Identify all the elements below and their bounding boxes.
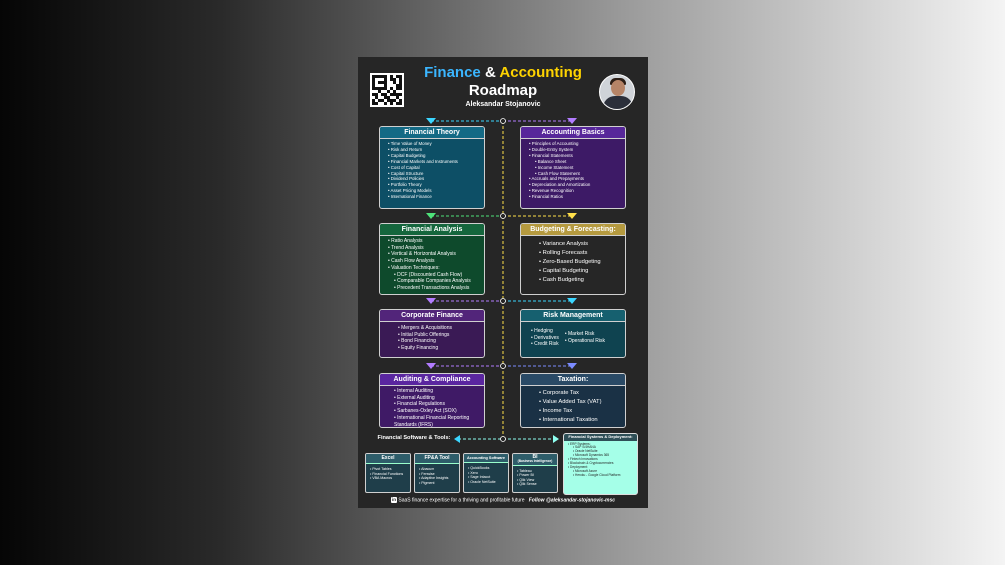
tool-item: • Qlik View [517,478,557,483]
node-4 [501,364,506,369]
tool-item: • Pigment [419,481,459,486]
box-financial-analysis[interactable] [379,223,485,295]
tool-accounting-software[interactable] [463,453,509,493]
box-financial-systems-deployment[interactable] [563,433,638,495]
title-finance: Finance [424,64,481,81]
taxation-item: • Income Tax [539,407,625,416]
tool-item: • Abacum [419,467,459,472]
deployment-subitem: • Microsoft Azure [568,470,637,474]
taxation-item: • International Taxation [539,416,625,425]
risk-item: • Derivatives [531,335,559,342]
accounting-basics-item: • Financial Ratios [529,194,625,200]
accounting-basics-item: • Financial Statements [529,153,625,159]
heading-budgeting-forecasting: Budgeting & Forecasting: [521,224,625,236]
tool-item-list [513,466,557,487]
deployment-subitem: • Heroku - Google Cloud Platform [568,474,637,478]
financial-analysis-item: • Valuation Techniques: [388,265,484,272]
tool-item: • Oracle NetSuite [468,480,508,485]
corporate-finance-item-list [380,322,484,352]
tool-item: • Power BI [517,473,557,478]
tool-item: • Financial Functions [370,472,410,477]
tool-item-list [415,464,459,485]
footer-follow-link[interactable]: Follow @aleksandar-stojanovic-msc [528,497,616,504]
risk-item: • Market Risk [565,331,605,338]
tool-item: • Fenwise [419,472,459,477]
tool-item-list [366,464,410,481]
accounting-basics-item: • Principles of Accounting [529,141,625,147]
budgeting-item: • Variance Analysis [539,240,625,249]
tool-bi-name: BI [532,454,538,460]
financial-analysis-item: • Ratio Analysis [388,238,484,245]
financial-theory-item: • Dividend Policies [388,176,484,182]
heading-risk-management: Risk Management [521,310,625,322]
tool-item: • Sage Intacct [468,475,508,480]
author-name: Aleksandar Stojanovic [465,101,541,108]
financial-analysis-item: • Cash Flow Analysis [388,258,484,265]
financial-analysis-subitem: • DCF (Discounted Cash Flow) [388,272,484,279]
software-tools-heading: Financial Software & Tools: [377,435,451,441]
box-corporate-finance[interactable] [379,309,485,358]
tool-bi-title [513,454,557,466]
financial-theory-item: • Time Value of Money [388,141,484,147]
tool-bi[interactable] [512,453,558,493]
box-budgeting-forecasting[interactable] [520,223,626,295]
arrow-software [454,435,460,443]
accounting-basics-item: • Accruals and Prepayments [529,176,625,182]
budgeting-item-list [521,236,625,285]
poster-footer [358,497,648,503]
auditing-item-list [380,386,484,428]
box-accounting-basics[interactable] [520,126,626,209]
financial-theory-item: • Financial Markets and Instruments [388,159,484,165]
financial-theory-item: • Capital Budgeting [388,153,484,159]
financial-theory-item: • Asset Pricing Models [388,188,484,194]
tool-item: • Pivot Tables [370,467,410,472]
deployment-item: • Fintech Innovations [568,458,637,462]
financial-analysis-item: • Vertical & Horizontal Analysis [388,251,484,258]
financial-theory-item: • Risk and Return [388,147,484,153]
footer-tagline: SaaS finance expertise for a thriving and profitable future [398,497,525,504]
tool-item: • QuickBooks [468,466,508,471]
accounting-basics-item: • Double-Entry System [529,147,625,153]
title-ampersand: & [484,64,496,81]
roadmap-poster [358,57,648,508]
arrow-deployment [553,435,559,443]
accounting-basics-item: • Revenue Recognition [529,188,625,194]
taxation-item: • Value Added Tax (VAT) [539,398,625,407]
financial-theory-item: • Cost of Capital [388,165,484,171]
box-financial-theory[interactable] [379,126,485,209]
risk-item: • Credit Risk [531,341,559,348]
box-auditing-compliance[interactable] [379,373,485,428]
node-1 [501,119,506,124]
accounting-basics-subitem: • Balance Sheet [529,159,625,165]
tool-excel[interactable] [365,453,411,493]
financial-theory-item-list [380,139,484,200]
tool-item: • Qlik Sense [517,482,557,487]
node-5 [501,437,506,442]
node-3 [501,299,506,304]
auditing-item: • Financial Regulations [394,401,480,408]
taxation-item: • Corporate Tax [539,389,625,398]
deployment-item: • Deployment: [568,466,637,470]
roadmap-subtitle: Roadmap [468,82,538,99]
auditing-item: • International Financial Reporting Standards (IFRS) [394,415,480,428]
financial-theory-item: • International Finance [388,194,484,200]
auditing-item: • External Auditing [394,395,480,402]
taxation-item-list [521,386,625,425]
accounting-basics-item: • Depreciation and Amortization [529,182,625,188]
tool-excel-title: Excel [366,454,410,464]
deployment-item: • Blockchain & Cryptocurrencies [568,462,637,466]
financial-analysis-item: • Trend Analysis [388,245,484,252]
node-2 [501,214,506,219]
budgeting-item: • Capital Budgeting [539,267,625,276]
arrow-corporate-finance [426,298,436,304]
arrow-financial-analysis [426,213,436,219]
tool-item-list [464,463,508,484]
deployment-subitem: • SAP S/4HANA [568,446,637,450]
heading-deployment: Financial Systems & Deployment: [564,434,637,441]
tool-item: • Xero [468,471,508,476]
risk-item: • Hedging [531,328,559,335]
heading-financial-theory: Financial Theory [380,127,484,139]
heading-financial-analysis: Financial Analysis [380,224,484,236]
tool-fpa-title: FP&A Tool [415,454,459,464]
heading-corporate-finance: Corporate Finance [380,310,484,322]
budgeting-item: • Rolling Forecasts [539,249,625,258]
deployment-subitem: • Microsoft Dynamics 365 [568,454,637,458]
financial-analysis-subitem: • Precedent Transactions Analysis [388,285,484,292]
corporate-finance-item: • Equity Financing [398,345,484,352]
heading-accounting-basics: Accounting Basics [521,127,625,139]
accounting-basics-subitem: • Cash Flow Statement [529,171,625,177]
corporate-finance-item: • Initial Public Offerings [398,332,484,339]
corporate-finance-item: • Mergers & Acquisitions [398,325,484,332]
tool-item: • Adaptive Insights [419,476,459,481]
risk-item-list [531,328,559,348]
linkedin-icon[interactable]: in [391,497,396,502]
budgeting-item: • Zero-Based Budgeting [539,258,625,267]
auditing-item: • Internal Auditing [394,388,480,395]
budgeting-item: • Cash Budgeting [539,276,625,285]
tool-accounting-title: Accounting Software [464,454,508,463]
accounting-basics-subitem: • Income Statement [529,165,625,171]
box-risk-management[interactable] [520,309,626,358]
arrow-financial-theory [426,118,436,124]
corporate-finance-item: • Bond Financing [398,338,484,345]
tool-fpa[interactable] [414,453,460,493]
auditing-item: • Sarbanes-Oxley Act (SOX) [394,408,480,415]
risk-item-list [565,328,605,348]
tool-item: • Tableau [517,469,557,474]
financial-theory-item: • Portfolio Theory [388,182,484,188]
heading-taxation: Taxation: [521,374,625,386]
tool-bi-subtitle: (Business Intelligence) [517,459,553,463]
deployment-item: • ERP Systems: [568,443,637,447]
tool-item: • VBA Macros [370,476,410,481]
financial-analysis-subitem: • Comparable Companies Analysis [388,278,484,285]
title-accounting: Accounting [499,64,582,81]
arrow-auditing [426,363,436,369]
heading-auditing-compliance: Auditing & Compliance [380,374,484,386]
financial-theory-item: • Capital Structure [388,171,484,177]
deployment-subitem: • Oracle NetSuite [568,450,637,454]
risk-item: • Operational Risk [565,338,605,345]
box-taxation[interactable] [520,373,626,428]
